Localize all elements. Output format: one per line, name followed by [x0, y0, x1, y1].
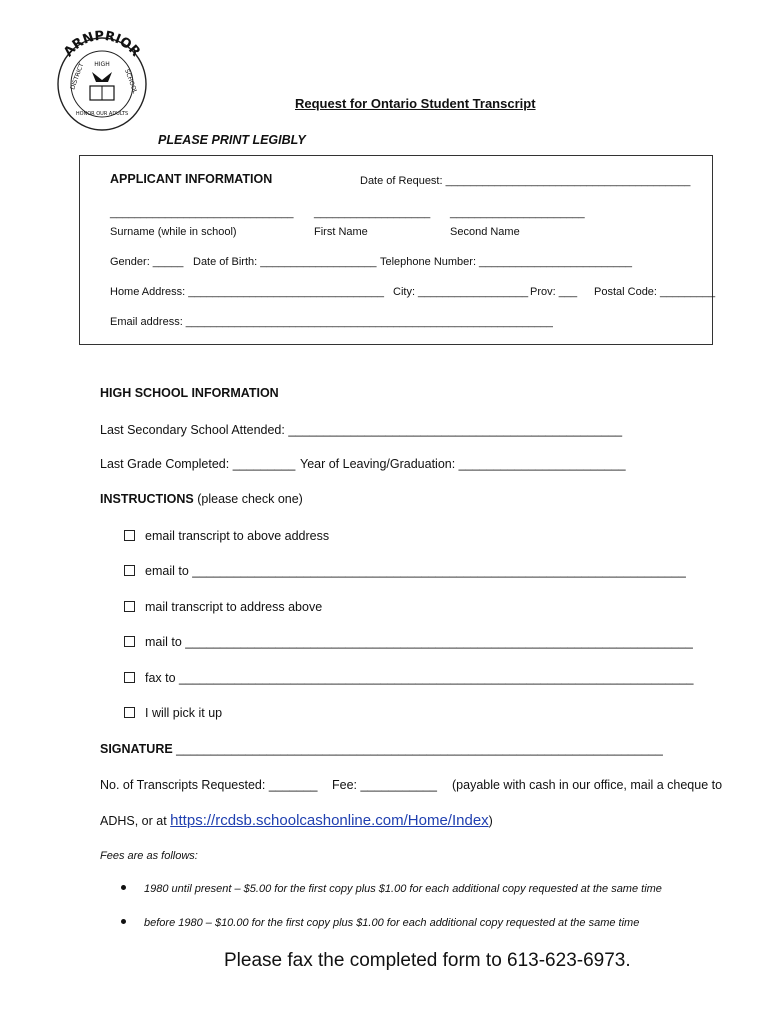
surname-line[interactable]: ______________________________: [110, 207, 294, 219]
option-fax-to[interactable]: [124, 671, 694, 685]
payment-note: (payable with cash in our office, mail a cheque to: [452, 778, 723, 792]
print-notice: PLEASE PRINT LEGIBLY: [158, 133, 306, 147]
svg-text:HIGH: HIGH: [94, 61, 110, 68]
page-title: Request for Ontario Student Transcript: [295, 96, 536, 111]
checkbox[interactable]: [124, 707, 135, 718]
last-grade-field[interactable]: Last Grade Completed: _________: [100, 457, 296, 471]
transcript-count-field[interactable]: No. of Transcripts Requested: _______: [100, 778, 318, 792]
fee-item-text: before 1980 – $10.00 for the first copy plus $1.00 for each additional copy requested at the same time: [144, 917, 640, 929]
bullet-icon: [121, 919, 126, 924]
second-name-label: Second Name: [450, 226, 520, 238]
instructions-note: (please check one): [193, 492, 303, 506]
option-label: mail transcript to address above: [145, 600, 323, 614]
signature-field[interactable]: [100, 742, 663, 756]
option-label: fax to __________________________________________________________________________: [145, 671, 694, 685]
fee-field[interactable]: Fee: ___________: [332, 778, 437, 792]
svg-text:DISTRICT: DISTRICT: [69, 62, 86, 91]
bullet-icon: [121, 885, 126, 890]
option-pick-up[interactable]: [124, 706, 222, 720]
year-leaving-field[interactable]: Year of Leaving/Graduation: ________________________: [300, 457, 626, 471]
instructions-title: INSTRUCTIONS: [100, 492, 194, 506]
high-school-heading: HIGH SCHOOL INFORMATION: [100, 386, 279, 400]
instructions-heading: [100, 492, 303, 506]
checkbox[interactable]: [124, 636, 135, 647]
applicant-heading: APPLICANT INFORMATION: [110, 172, 273, 186]
option-label: mail to _________________________________________________________________________: [145, 635, 693, 649]
option-label: I will pick it up: [145, 706, 223, 720]
option-label: email transcript to above address: [145, 529, 330, 543]
option-label: email to _______________________________________________________________________: [145, 564, 686, 578]
fax-instruction: Please fax the completed form to 613-623-6973.: [224, 950, 631, 971]
date-of-request-field[interactable]: Date of Request: ________________________________________: [360, 175, 691, 187]
surname-label: Surname (while in school): [110, 226, 237, 238]
svg-text:SCHOOL: SCHOOL: [123, 68, 139, 95]
signature-line: ______________________________________________________________________: [172, 742, 663, 756]
gender-field[interactable]: Gender: _____: [110, 256, 184, 268]
checkbox[interactable]: [124, 565, 135, 576]
first-name-line[interactable]: ___________________: [314, 207, 431, 219]
checkbox[interactable]: [124, 530, 135, 541]
checkbox[interactable]: [124, 601, 135, 612]
city-field[interactable]: City: __________________: [393, 286, 529, 298]
second-name-line[interactable]: ______________________: [450, 207, 585, 219]
postal-code-field[interactable]: Postal Code: _________: [594, 286, 716, 298]
checkbox[interactable]: [124, 672, 135, 683]
date-of-birth-field[interactable]: Date of Birth: ___________________: [193, 256, 377, 268]
option-mail-above[interactable]: [124, 600, 322, 614]
fee-item: [121, 917, 639, 929]
payment-link-line: [100, 812, 493, 829]
school-crest-logo: [52, 20, 152, 138]
last-school-field[interactable]: Last Secondary School Attended: ________________________________________________: [100, 423, 623, 437]
province-field[interactable]: Prov: ___: [530, 286, 578, 298]
first-name-label: First Name: [314, 226, 368, 238]
option-mail-to[interactable]: [124, 635, 693, 649]
fees-heading: Fees are as follows:: [100, 850, 198, 862]
telephone-field[interactable]: Telephone Number: _________________________: [380, 256, 633, 268]
svg-text:ARNPRIOR: ARNPRIOR: [61, 28, 143, 60]
signature-label: SIGNATURE: [100, 742, 173, 756]
option-email-above[interactable]: [124, 529, 329, 543]
home-address-field[interactable]: Home Address: ________________________________: [110, 286, 385, 298]
fee-item-text: 1980 until present – $5.00 for the first copy plus $1.00 for each additional copy requested at the same time: [144, 883, 662, 895]
schoolcash-link[interactable]: https://rcdsb.schoolcashonline.com/Home/Index: [170, 812, 489, 829]
email-address-field[interactable]: Email address: ____________________________________________________________: [110, 316, 553, 328]
closing-paren: ): [488, 814, 493, 828]
svg-text:HONOR OUR ADULTS: HONOR OUR ADULTS: [75, 111, 129, 117]
option-email-to[interactable]: [124, 564, 686, 578]
fee-item: [121, 883, 662, 895]
adhs-text: ADHS, or at: [100, 814, 171, 828]
